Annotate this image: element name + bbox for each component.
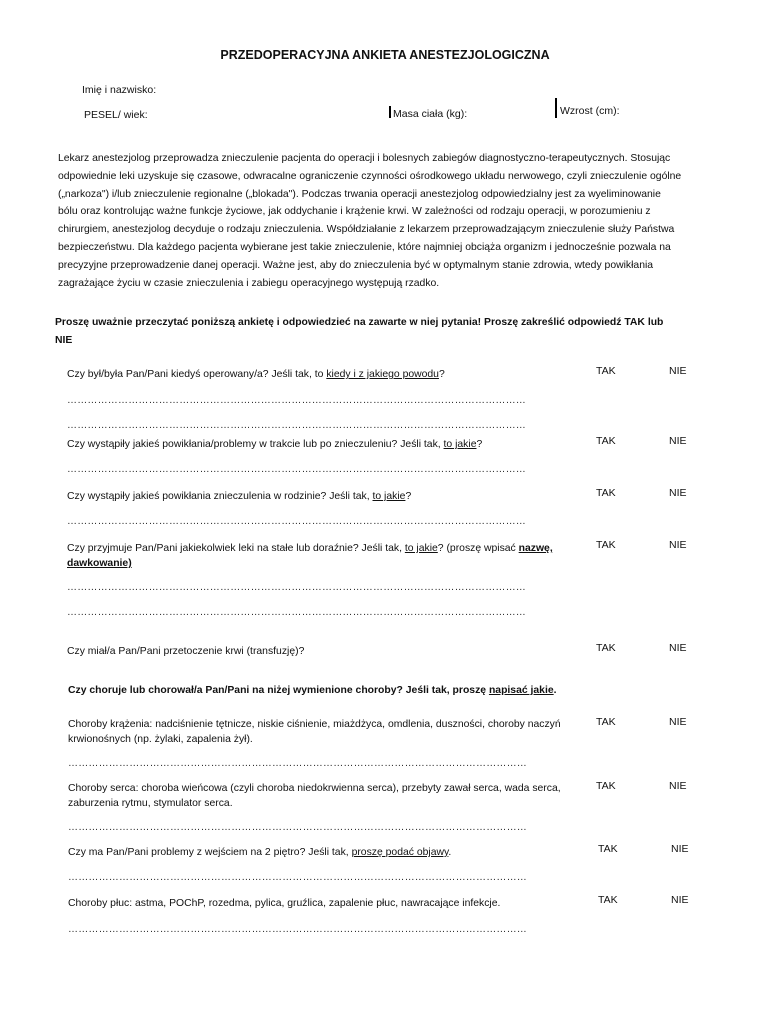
answer-no[interactable]: NIE xyxy=(669,539,687,551)
answer-line[interactable]: ……………………………………………………………………………………………………………………… xyxy=(67,464,526,475)
question-previous-surgery: Czy był/była Pan/Pani kiedyś operowany/a? Jeśli tak, to kiedy i z jakiego powodu? xyxy=(67,369,445,380)
answer-line[interactable]: ……………………………………………………………………………………………………………………… xyxy=(68,924,527,935)
instruction-line: NIE xyxy=(55,335,73,346)
answer-yes[interactable]: TAK xyxy=(596,780,616,792)
intro-paragraph xyxy=(58,150,722,292)
height-field-label: Wzrost (cm): xyxy=(560,105,620,117)
answer-line[interactable]: ……………………………………………………………………………………………………………………… xyxy=(67,395,526,406)
answer-no[interactable]: NIE xyxy=(669,780,687,792)
intro-line: bólu oraz kontrolując ważne funkcje życiowe, jak oddychanie i krążenie krwi. W zależności od rodzaju operacji, w porozumieniu z xyxy=(58,206,651,218)
answer-no[interactable]: NIE xyxy=(669,716,687,728)
question-anesthesia-complications: Czy wystąpiły jakieś powikłania/problemy w trakcie lub po znieczuleniu? Jeśli tak, to jakie? xyxy=(67,439,483,450)
answer-no[interactable]: NIE xyxy=(671,843,689,855)
answer-line[interactable]: ……………………………………………………………………………………………………………………… xyxy=(67,516,526,527)
intro-line: Lekarz anestezjolog przeprowadza znieczulenie pacjenta do operacji i bolesnych zabiegów diagnostyczno-terapeutycznych. Stosując xyxy=(58,153,671,164)
pesel-field-label: PESEL/ wiek: xyxy=(84,109,148,121)
intro-line: odpowiednie leki uzyskuje się czasowe, odwracalne ograniczenie czynności ośrodkowego układu nerwowego, czyli znieczulenie ogólne xyxy=(58,170,682,182)
answer-line[interactable]: ……………………………………………………………………………………………………………………… xyxy=(68,758,527,769)
answer-yes[interactable]: TAK xyxy=(596,716,616,728)
answer-yes[interactable]: TAK xyxy=(598,843,618,855)
answer-yes[interactable]: TAK xyxy=(596,487,616,499)
answer-no[interactable]: NIE xyxy=(669,435,687,447)
intro-line: zagrażające życiu w czasie znieczulenia i zabiegu operacyjnego występują rzadko. xyxy=(58,277,440,289)
intro-line: bezpieczeństwu. Dla każdego pacjenta wybierane jest takie znieczulenie, które najmniej obciąża organizm i jednocześnie pozwala na xyxy=(58,241,671,253)
weight-field-label: Masa ciała (kg): xyxy=(393,108,468,120)
question-lung-diseases: Choroby płuc: astma, POChP, rozedma, pylica, gruźlica, zapalenie płuc, nawracające infekcje. xyxy=(68,898,501,909)
answer-yes[interactable]: TAK xyxy=(596,539,616,551)
answer-no[interactable]: NIE xyxy=(669,487,687,499)
answer-yes[interactable]: TAK xyxy=(598,894,618,906)
question-family-complications: Czy wystąpiły jakieś powikłania znieczulenia w rodzinie? Jeśli tak, to jakie? xyxy=(67,491,412,502)
question-medications: Czy przyjmuje Pan/Pani jakiekolwiek leki na stałe lub doraźnie? Jeśli tak, to jakie? (proszę wpisać nazwę, dawkowanie) xyxy=(67,543,553,569)
name-field-label: Imię i nazwisko: xyxy=(82,84,157,96)
page-title: PRZEDOPERACYJNA ANKIETA ANESTEZJOLOGICZNA xyxy=(220,48,550,62)
question-stairs-problems: Czy ma Pan/Pani problemy z wejściem na 2 piętro? Jeśli tak, proszę podać objawy. xyxy=(68,847,452,858)
field-divider xyxy=(555,98,557,118)
diseases-heading: Czy choruje lub chorował/a Pan/Pani na niżej wymienione choroby? Jeśli tak, proszę napisać jakie. xyxy=(68,685,557,696)
answer-no[interactable]: NIE xyxy=(669,365,687,377)
question-heart-diseases: Choroby serca: choroba wieńcowa (czyli choroba niedokrwienna serca), przebyty zawał serca, wada serca, zaburzenia rytmu, stymulator serca. xyxy=(68,783,561,809)
answer-line[interactable]: ……………………………………………………………………………………………………………………… xyxy=(68,822,527,833)
answer-line[interactable]: ……………………………………………………………………………………………………………………… xyxy=(67,582,526,593)
answer-yes[interactable]: TAK xyxy=(596,365,616,377)
intro-line: precyzyjne przeprowadzenie danej operacji. Ważne jest, aby do znieczulenia być w optymalnym stanie zdrowia, wtedy powikłania xyxy=(58,259,654,271)
answer-yes[interactable]: TAK xyxy=(596,435,616,447)
instructions xyxy=(55,314,715,350)
answer-line[interactable]: ……………………………………………………………………………………………………………………… xyxy=(67,607,526,618)
answer-line[interactable]: ……………………………………………………………………………………………………………………… xyxy=(67,420,526,431)
answer-no[interactable]: NIE xyxy=(669,642,687,654)
intro-line: („narkoza") i/lub znieczulenie regionalne („blokada"). Podczas trwania operacji anestezjolog odpowiedzialny jest za wyeliminowanie xyxy=(58,188,661,200)
answer-line[interactable]: ……………………………………………………………………………………………………………………… xyxy=(68,872,527,883)
instruction-line: Proszę uważnie przeczytać poniższą ankietę i odpowiedzieć na zawarte w niej pytania! Proszę zakreślić odpowiedź TAK lub xyxy=(55,317,664,328)
question-transfusion: Czy miał/a Pan/Pani przetoczenie krwi (transfuzję)? xyxy=(67,646,305,657)
answer-no[interactable]: NIE xyxy=(671,894,689,906)
field-divider xyxy=(389,106,391,118)
question-circulation-diseases: Choroby krążenia: nadciśnienie tętnicze, niskie ciśnienie, miażdżyca, omdlenia, duszności, choroby naczyń krwionośnych (np. żylaki, zapalenia żył). xyxy=(68,719,561,745)
intro-line: chirurgiem, anestezjolog decyduje o rodzaju znieczulenia. Współdziałanie z lekarzem przeprowadzającym znieczulenie służy Państwa xyxy=(58,224,675,236)
answer-yes[interactable]: TAK xyxy=(596,642,616,654)
